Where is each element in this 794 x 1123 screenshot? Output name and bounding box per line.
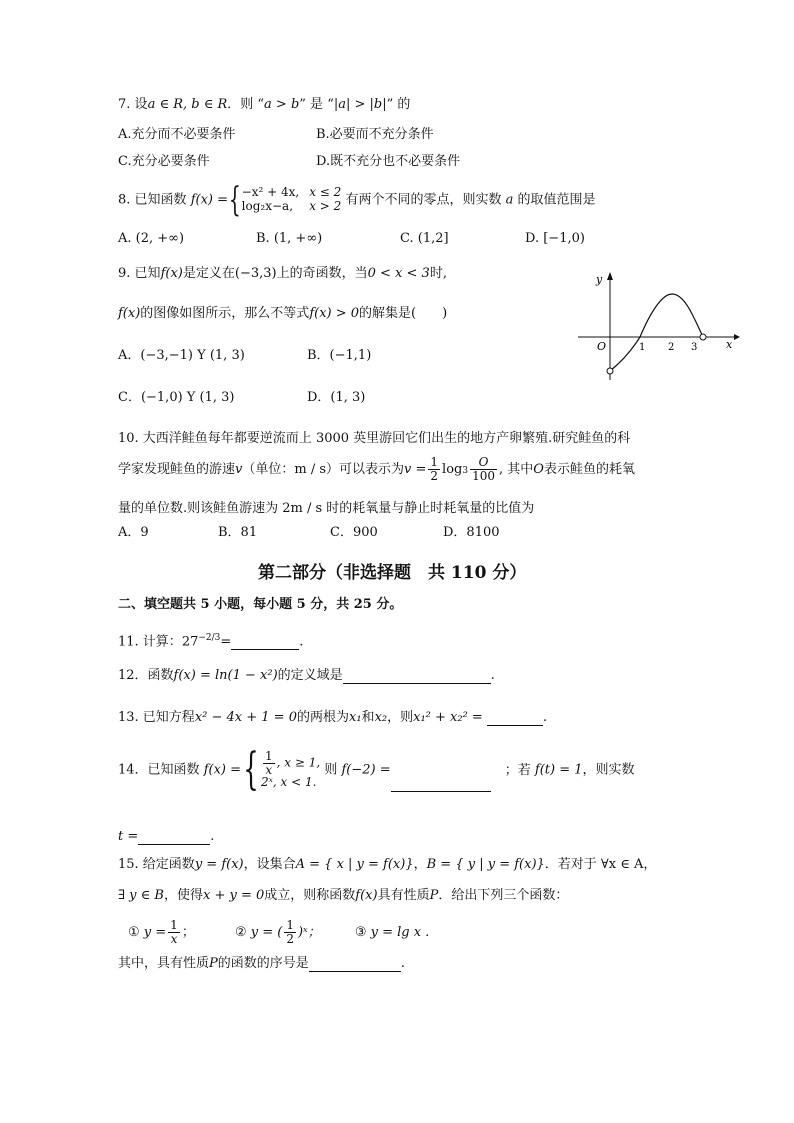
origin-label: O xyxy=(597,340,607,353)
q7-option-a: A.充分而不必要条件 xyxy=(118,127,236,142)
q10-option-d: D．8100 xyxy=(443,525,500,540)
q10-option-a: A．9 xyxy=(118,525,149,540)
tick-label-1: 1 xyxy=(639,342,646,353)
q8-option-c: C. (1,2] xyxy=(400,231,449,246)
q15-answer-blank[interactable] xyxy=(309,959,401,972)
q9-option-b: B．(−1,1) xyxy=(307,348,372,363)
open-endpoint-right xyxy=(700,334,706,340)
q9-function-graph xyxy=(572,268,742,388)
q9-stem-line2: f(x)的图像如图所示，那么不等式f(x) > 0的解集是( ) xyxy=(118,306,448,321)
q10-option-c: C．900 xyxy=(330,525,378,540)
y-axis-label: y xyxy=(596,273,603,286)
left-brace-icon: { xyxy=(243,744,259,795)
q15-line2: ∃ y ∈ B，使得x + y = 0成立，则称函数f(x)具有性质P．给出下列三个函数： xyxy=(118,888,569,903)
q15-option-3: ③ y = lg x . xyxy=(354,925,430,940)
q15-line1: 15. 给定函数y = f(x)，设集合A = { x | y = f(x)}，B = { y | y = f(x)}．若对于 ∀x ∈ A， xyxy=(118,857,657,872)
q15-option-1: ① y = $\frac{1}{x}$ ； xyxy=(128,918,195,946)
q14-answer-blank-1[interactable] xyxy=(391,779,491,792)
q14-piecewise: $\frac{1}{x}$ , x ≥ 1, 2ˣ, x < 1. xyxy=(261,749,321,790)
q9-option-d: D．(1, 3) xyxy=(307,390,366,405)
q8-conditions: x ≤ 2 x > 2 xyxy=(309,185,342,213)
x-axis-arrow-icon xyxy=(734,334,740,340)
q9-option-a: A．(−3,−1) Y (1, 3) xyxy=(118,348,245,363)
tick-label-3: 3 xyxy=(691,342,698,353)
q9-option-c: C．(−1,0) Y (1, 3) xyxy=(118,390,235,405)
q8-option-a: A. (2, +∞) xyxy=(118,231,185,246)
q12-answer-blank[interactable] xyxy=(343,671,491,684)
q8-option-d: D. [−1,0) xyxy=(525,231,585,246)
q7-stem: 7. 设a ∈ R, b ∈ R．则 “a > b” 是 “|a| > |b|” 的 xyxy=(118,97,411,112)
x-axis-label: x xyxy=(726,338,733,351)
part2-title: 第二部分（非选择题 共 110 分） xyxy=(258,563,527,583)
q14-line2: t = . xyxy=(118,829,215,844)
q13: 13. 已知方程x² − 4x + 1 = 0的两根为x₁和x₂，则x₁² + x₂² = . xyxy=(118,710,547,725)
q7-option-b: B.必要而不充分条件 xyxy=(316,127,434,142)
q10-line3: 量的单位数.则该鲑鱼游速为 2m / s 时的耗氧量与静止时耗氧量的比值为 xyxy=(118,501,535,516)
function-curve xyxy=(610,294,703,371)
q8-stem: 8. 已知函数 f(x) ={−x² + 4x, log₂x−a,x ≤ 2 x > 2 有两个不同的零点，则实数 a 的取值范围是 xyxy=(118,180,596,220)
q15-line4: 其中，具有性质P的函数的序号是 . xyxy=(118,956,405,971)
q15-option-2: ② y = ( $\frac{1}{2}$ )ˣ； xyxy=(234,918,321,946)
left-brace-icon: { xyxy=(228,180,241,220)
q11-answer-blank[interactable] xyxy=(231,637,299,650)
q8-option-b: B. (1, +∞) xyxy=(256,231,323,246)
fraction-O-over-100: $\frac{O}{100}$ xyxy=(472,455,495,483)
q12: 12．函数f(x) = ln(1 − x²)的定义域是 . xyxy=(118,668,495,683)
q14: 14．已知函数 f(x) ={ $\frac{1}{x}$ , x ≥ 1, 2ˣ, x < 1. 则 f(−2) = ；若 f(t) = 1，则实数 xyxy=(118,744,635,795)
q15-options xyxy=(128,918,429,948)
q10-option-b: B．81 xyxy=(218,525,258,540)
q10-line1: 10. 大西洋鲑鱼每年都要逆流而上 3000 英里游回它们出生的地方产卵繁殖.研究鲑鱼的科 xyxy=(118,431,631,446)
q8-piecewise: −x² + 4x, log₂x−a, xyxy=(241,185,300,213)
fraction-one-half: $\frac{1}{2}$ xyxy=(430,455,439,483)
q9-stem-line1: 9. 已知f(x)是定义在(−3,3)上的奇函数，当0 < x < 3时, xyxy=(118,266,447,281)
q7-option-c: C.充分必要条件 xyxy=(118,154,210,169)
q11: 11. 计算：$27^{-2/3}=$ . xyxy=(118,633,304,650)
q7-option-d: D.既不充分也不必要条件 xyxy=(316,154,461,169)
q10-line2: 学家发现鲑鱼的游速v（单位：m / s）可以表示为v = $\frac{1}{2}$ log3 $\frac{O}{100}$ , 其中O表示鲑鱼的耗氧 xyxy=(118,455,635,483)
y-axis-arrow-icon xyxy=(607,272,613,280)
part2-intro: 二、填空题共 5 小题，每小题 5 分，共 25 分。 xyxy=(118,597,403,612)
tick-label-2: 2 xyxy=(668,342,675,353)
open-endpoint-left xyxy=(607,368,613,374)
q13-answer-blank[interactable] xyxy=(487,713,543,726)
q14-answer-blank-2[interactable] xyxy=(138,832,210,845)
